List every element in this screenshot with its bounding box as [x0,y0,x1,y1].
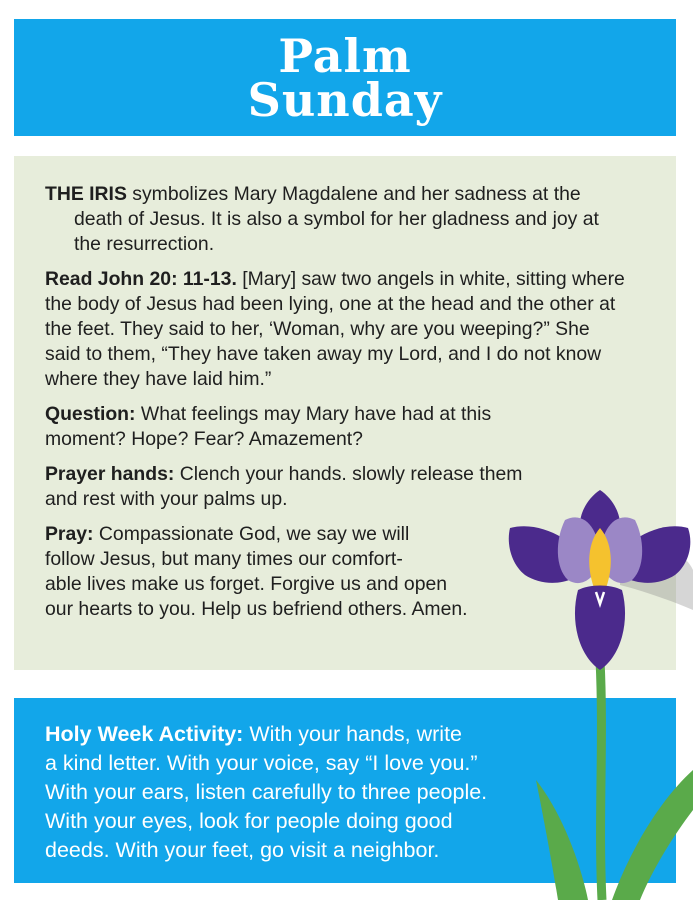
pray-lead: Pray: [45,523,94,545]
lower-petal [575,586,625,671]
right-leaf [612,770,693,900]
question-lead: Question: [45,403,136,425]
flower-stem [600,660,602,900]
pray-line-4: our hearts to you. Help us befriend others. Amen. [45,598,468,620]
activity-line-1: With your hands, write [243,722,463,746]
iris-text: symbolizes Mary Magdalene and her sadness at the death of Jesus. It is also a symbol for her gladness and joy at the resurrection. [74,183,599,255]
prayer-hands-paragraph [45,462,545,512]
iris-lead: THE IRIS [45,183,127,205]
question-text: What feelings may Mary have had at this moment? Hope? Fear? Amazement? [45,403,492,450]
reading-paragraph [45,267,625,392]
pray-line-2: follow Jesus, but many times our comfort- [45,548,403,570]
activity-line-4: With your eyes, look for people doing good [45,809,453,833]
iris-flower-illustration [500,480,693,900]
pray-line-1: Compassionate God, we say we will [93,523,410,545]
activity-line-5: deeds. With your feet, go visit a neighbor. [45,838,440,862]
page-title-line-1: Palm [278,28,412,83]
activity-line-3: With your ears, listen carefully to three people. [45,780,488,804]
title-banner [14,19,676,136]
left-leaf [536,780,588,900]
question-paragraph [45,402,565,452]
page-title-line-2: Sunday [247,72,443,127]
reading-text: [Mary] saw two angels in white, sitting where the body of Jesus had been lying, one at the head and the other at the feet. They said to her, ‘Woman, why are you weeping?” She said to them, “They have taken away my Lord, and I do not know where they have laid him.” [45,268,625,390]
prayer-hands-lead: Prayer hands: [45,463,175,485]
iris-paragraph [45,182,625,257]
activity-lead: Holy Week Activity: [45,722,244,746]
activity-line-2: a kind letter. With your voice, say “I love you.” [45,751,478,775]
prayer-hands-text: Clench your hands. slowly release them and rest with your palms up. [45,463,523,510]
pray-line-3: able lives make us forget. Forgive us and open [45,573,448,595]
reading-lead: Read John 20: 11-13. [45,268,237,290]
